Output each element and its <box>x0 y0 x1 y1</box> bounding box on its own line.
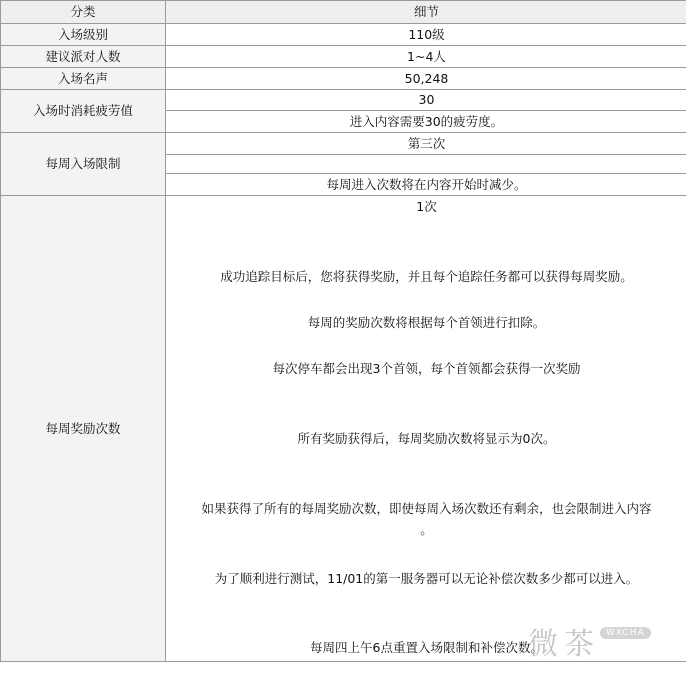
watermark-en: WXCHA <box>600 627 651 639</box>
header-row <box>1 1 686 24</box>
row-value-fame: 50,248 <box>166 68 686 90</box>
table-row <box>1 24 686 46</box>
row-label-weekly-reward: 每周奖励次数 <box>1 196 166 662</box>
reward-line: 为了顺利进行测试，11/01的第一服务器可以无论补偿次数多少都可以进入。 <box>214 571 639 586</box>
table-row <box>1 68 686 90</box>
reward-details <box>170 196 683 661</box>
row-label-party: 建议派对人数 <box>1 46 166 68</box>
row-value-party: 1~4人 <box>166 46 686 68</box>
table-row <box>1 133 686 155</box>
row-blank-weekly-limit <box>166 155 686 174</box>
reward-line: 每次停车都会出现3个首领，每个首领都会获得一次奖励 <box>272 361 581 376</box>
reward-line: 所有奖励获得后，每周奖励次数将显示为0次。 <box>297 431 556 446</box>
reward-line: 每周四上午6点重置入场限制和补偿次数。 <box>310 640 543 655</box>
row-note-fatigue: 进入内容需要30的疲劳度。 <box>166 111 686 133</box>
reward-line: 成功追踪目标后，您将获得奖励，并且每个追踪任务都可以获得每周奖励。 <box>220 269 633 284</box>
row-label-fatigue: 入场时消耗疲劳值 <box>1 90 166 133</box>
table-row <box>1 46 686 68</box>
header-category: 分类 <box>1 1 166 24</box>
row-value-fatigue: 30 <box>166 90 686 111</box>
row-label-weekly-limit: 每周入场限制 <box>1 133 166 196</box>
reward-line-count: 1次 <box>416 199 437 214</box>
table-row <box>1 90 686 111</box>
row-note-weekly-limit: 每周进入次数将在内容开始时减少。 <box>166 174 686 196</box>
table-row <box>1 196 686 662</box>
reward-line: 。 <box>420 522 433 537</box>
row-value-level: 110级 <box>166 24 686 46</box>
row-value-weekly-limit: 第三次 <box>166 133 686 155</box>
row-label-fame: 入场名声 <box>1 68 166 90</box>
watermark-logo <box>528 619 678 663</box>
reward-line: 每周的奖励次数将根据每个首领进行扣除。 <box>307 315 546 330</box>
header-details: 细节 <box>166 1 686 24</box>
watermark-cn: 微茶 <box>528 627 600 662</box>
row-label-level: 入场级别 <box>1 24 166 46</box>
reward-line: 如果获得了所有的每周奖励次数，即使每周入场次数还有剩余，也会限制进入内容 <box>201 501 652 516</box>
row-value-weekly-reward <box>166 196 686 662</box>
